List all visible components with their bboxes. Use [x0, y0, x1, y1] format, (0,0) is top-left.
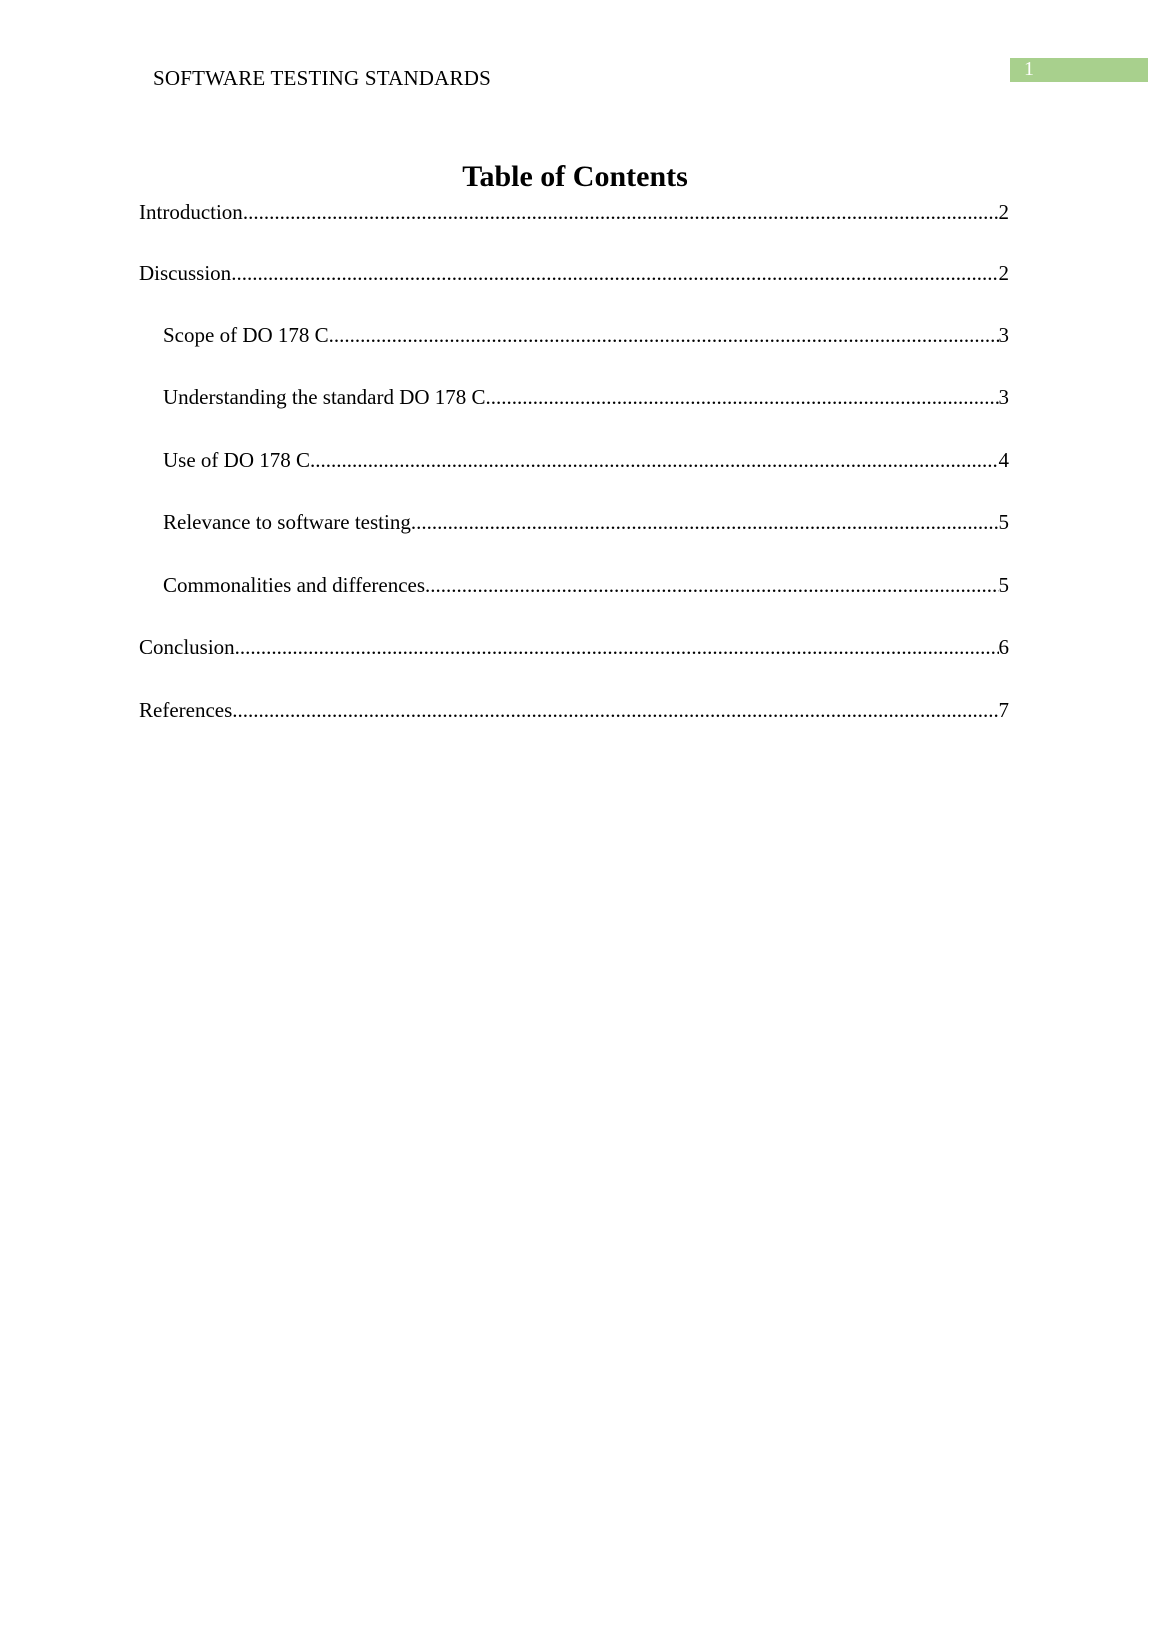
- toc-dot-leader: [310, 446, 999, 474]
- page-number: 1: [1024, 58, 1034, 80]
- toc-dot-leader: [231, 259, 998, 287]
- toc-dot-leader: [232, 696, 998, 724]
- toc-entry-label: Conclusion: [139, 635, 235, 659]
- toc-entry-page: 2: [998, 200, 1009, 224]
- toc-entry-label: Use of DO 178 C: [163, 448, 310, 472]
- toc-entry-discussion[interactable]: [139, 259, 1009, 287]
- toc-entry-label: Introduction: [139, 200, 243, 224]
- toc-entry-use[interactable]: [163, 446, 1009, 474]
- toc-entry-understanding[interactable]: [163, 383, 1009, 411]
- toc-dot-leader: [486, 383, 999, 411]
- toc-entry-label: Commonalities and differences: [163, 573, 426, 597]
- page-number-badge: [1010, 58, 1148, 82]
- toc-dot-leader: [235, 633, 999, 661]
- toc-dot-leader: [425, 571, 998, 599]
- toc-entry-scope[interactable]: [163, 321, 1009, 349]
- toc-entry-label: Understanding the standard DO 178 C: [163, 385, 486, 409]
- toc-dot-leader: [329, 321, 999, 349]
- toc-entry-page: 3: [998, 323, 1009, 347]
- toc-entry-label: Relevance to software testing: [163, 510, 411, 534]
- toc-entry-page: 4: [998, 448, 1009, 472]
- toc-entry-label: Scope of DO 178 C: [163, 323, 329, 347]
- toc-dot-leader: [411, 508, 999, 536]
- toc-entry-page: 3: [998, 385, 1009, 409]
- toc-entry-label: References: [139, 698, 233, 722]
- toc-entry-references[interactable]: [139, 696, 1009, 724]
- toc-entry-introduction[interactable]: [139, 198, 1009, 226]
- toc-entry-page: 5: [998, 510, 1009, 534]
- toc-entry-page: 6: [998, 635, 1009, 659]
- toc-entry-conclusion[interactable]: [139, 633, 1009, 661]
- toc-entry-relevance[interactable]: [163, 508, 1009, 536]
- running-head: SOFTWARE TESTING STANDARDS: [153, 66, 491, 90]
- toc-title: Table of Contents: [462, 160, 688, 193]
- toc-entry-commonalities[interactable]: [163, 571, 1009, 599]
- toc-dot-leader: [243, 198, 999, 226]
- toc-entry-page: 7: [998, 698, 1009, 722]
- toc-entry-label: Discussion: [139, 261, 232, 285]
- toc-entry-page: 2: [998, 261, 1009, 285]
- toc-entry-page: 5: [998, 573, 1009, 597]
